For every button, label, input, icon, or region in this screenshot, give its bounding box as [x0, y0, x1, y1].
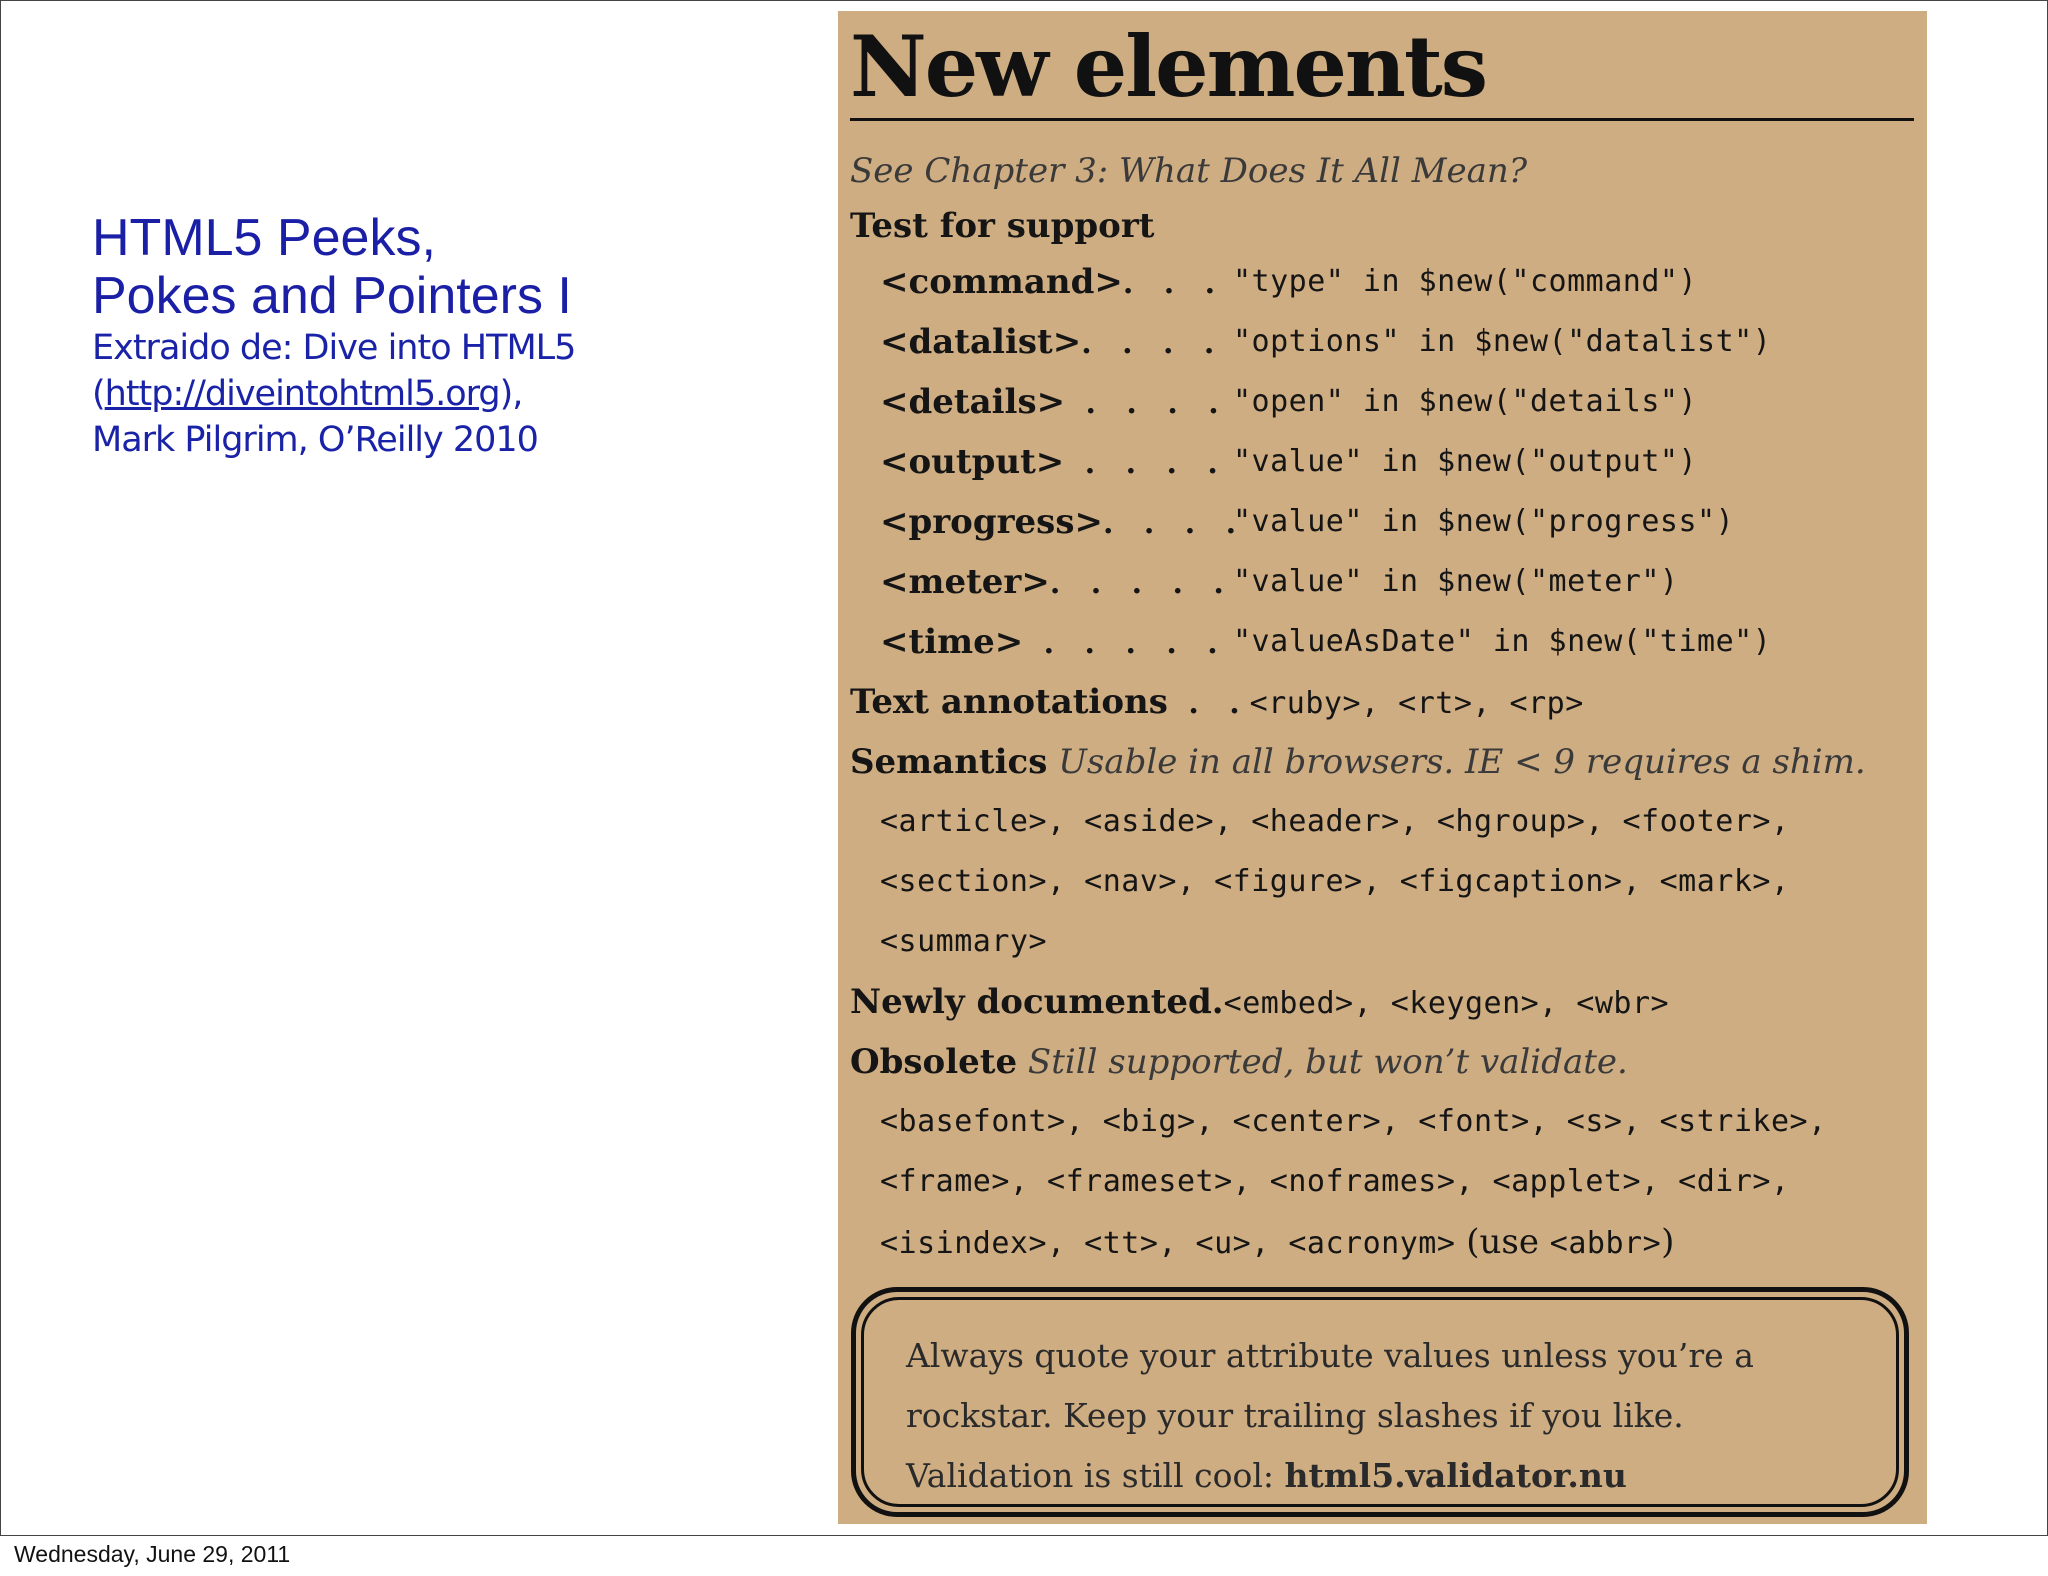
tip-line-2: rockstar. Keep your trailing slashes if you like.	[906, 1396, 1684, 1435]
test-check: "open" in $new("details")	[1233, 384, 1698, 419]
newly-documented-row	[850, 980, 1669, 1026]
test-check: "valueAsDate" in $new("time")	[1233, 624, 1772, 659]
semantics-label: Semantics	[850, 742, 1048, 782]
leader-dots: . . .	[1122, 266, 1226, 301]
credit-close: ),	[499, 374, 523, 414]
test-row	[880, 560, 1880, 606]
text-annotations-label: Text annotations	[850, 682, 1168, 722]
credit-open-paren: (	[92, 374, 105, 414]
test-element: <details>	[880, 382, 1066, 422]
test-element: <progress>	[880, 502, 1103, 542]
leader-dots: . . . .	[1065, 386, 1229, 421]
obsolete-use-tag: <abbr>	[1549, 1226, 1662, 1261]
test-check: "type" in $new("command")	[1233, 264, 1698, 299]
obsolete-use-close: )	[1661, 1222, 1675, 1262]
test-row	[880, 380, 1880, 426]
test-element: <meter>	[880, 562, 1050, 602]
new-elements-panel	[838, 11, 1927, 1524]
text-annotations-row	[850, 680, 1584, 726]
semantics-line: <summary>	[880, 924, 1048, 959]
slide-heading-block	[92, 209, 652, 463]
semantics-line: <section>, <nav>, <figure>, <figcaption>, <mark>,	[880, 864, 1790, 899]
tip-box	[851, 1287, 1909, 1517]
test-check: "value" in $new("meter")	[1233, 564, 1679, 599]
test-element: <command>	[880, 262, 1123, 302]
slide-title-line-2: Pokes and Pointers I	[92, 267, 572, 325]
leader-dots: . . . .	[1102, 506, 1247, 541]
test-check: "value" in $new("progress")	[1233, 504, 1735, 539]
leader-dots: . . . .	[1081, 326, 1225, 361]
obsolete-line: <basefont>, <big>, <center>, <font>, <s>, <strike>,	[880, 1104, 1827, 1139]
test-support-heading: Test for support	[850, 206, 1155, 246]
credit-line-3: Mark Pilgrim, O’Reilly 2010	[92, 420, 538, 460]
test-element: <output>	[880, 442, 1065, 482]
obsolete-use-open: (use	[1455, 1222, 1550, 1262]
obsolete-row	[850, 1040, 1628, 1084]
title-rule	[850, 118, 1914, 121]
semantics-note: Usable in all browsers. IE < 9 requires a shim.	[1058, 742, 1866, 782]
tip-text	[906, 1326, 1754, 1506]
slide-title-line-1: HTML5 Peeks,	[92, 209, 436, 267]
test-row	[880, 440, 1880, 486]
leader-dots: . . . . .	[1049, 566, 1234, 601]
obsolete-note: Still supported, but won’t validate.	[1027, 1042, 1628, 1082]
validator-link: html5.validator.nu	[1284, 1456, 1627, 1495]
leader-dots: . .	[1167, 686, 1250, 721]
credit-line-2	[92, 371, 652, 417]
see-chapter-line: See Chapter 3: What Does It All Mean?	[850, 151, 1528, 191]
newly-documented-value: <embed>, <keygen>, <wbr>	[1223, 986, 1670, 1021]
credit-line-1: Extraido de: Dive into HTML5	[92, 328, 576, 368]
semantics-row	[850, 740, 1866, 784]
test-row	[880, 620, 1880, 666]
credit-link[interactable]: http://diveintohtml5.org	[104, 374, 500, 414]
panel-title: New elements	[850, 17, 1487, 116]
text-annotations-value: <ruby>, <rt>, <rp>	[1249, 686, 1584, 721]
semantics-line: <article>, <aside>, <header>, <hgroup>, <footer>,	[880, 804, 1790, 839]
newly-documented-label: Newly documented.	[850, 982, 1224, 1022]
footer-date: Wednesday, June 29, 2011	[14, 1541, 291, 1567]
test-row	[880, 320, 1880, 366]
leader-dots: . . . . .	[1023, 626, 1228, 661]
test-check: "options" in $new("datalist")	[1233, 324, 1772, 359]
test-row	[880, 260, 1880, 306]
obsolete-line: <frame>, <frameset>, <noframes>, <applet>, <dir>,	[880, 1164, 1790, 1199]
test-element: <time>	[880, 622, 1024, 662]
obsolete-line-last	[880, 1220, 1674, 1266]
test-check: "value" in $new("output")	[1233, 444, 1698, 479]
tip-line-1: Always quote your attribute values unless you’re a	[906, 1336, 1754, 1375]
obsolete-label: Obsolete	[850, 1042, 1018, 1082]
tip-line-3-prefix: Validation is still cool:	[906, 1456, 1285, 1495]
test-element: <datalist>	[880, 322, 1082, 362]
obsolete-line: <isindex>, <tt>, <u>, <acronym>	[880, 1226, 1456, 1261]
leader-dots: . . . .	[1064, 446, 1228, 481]
test-row	[880, 500, 1880, 546]
tip-line-3	[906, 1446, 1754, 1506]
